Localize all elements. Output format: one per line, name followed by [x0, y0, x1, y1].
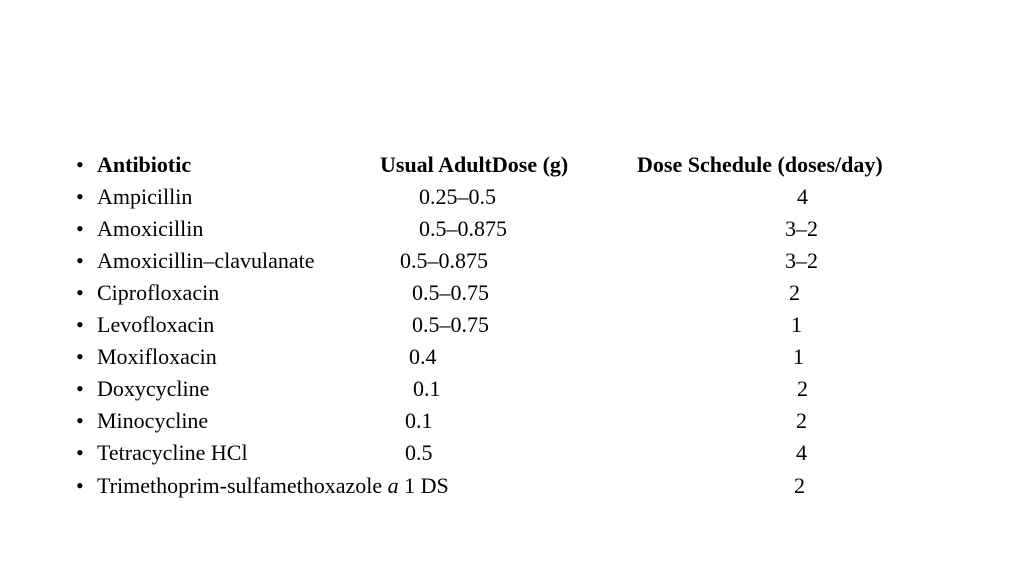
bullet: •	[76, 280, 84, 305]
antibiotic-name: Ciprofloxacin	[97, 280, 220, 305]
usual-dose: 0.25–0.5	[419, 184, 496, 209]
bullet: •	[76, 473, 84, 498]
antibiotic-name: Amoxicillin–clavulanate	[97, 248, 315, 273]
dose-schedule: 2	[797, 376, 808, 401]
table-row	[0, 471, 1024, 501]
dose-schedule: 1	[793, 344, 804, 369]
bullet: •	[76, 152, 84, 177]
dose-schedule: 3–2	[785, 248, 818, 273]
antibiotic-name: Doxycycline	[97, 376, 210, 401]
antibiotic-name: Amoxicillin	[97, 216, 204, 241]
bullet: •	[76, 440, 84, 465]
antibiotic-name: Minocycline	[97, 408, 209, 433]
table-row	[0, 406, 1024, 436]
header-antibiotic: Antibiotic	[97, 152, 192, 177]
antibiotic-name: Tetracycline HCl	[97, 440, 248, 465]
usual-dose: 0.5	[405, 440, 433, 465]
dose-schedule: 2	[794, 473, 805, 498]
bullet: •	[76, 376, 84, 401]
table-row	[0, 246, 1024, 276]
table-row	[0, 214, 1024, 244]
usual-dose: 0.5–0.75	[412, 312, 489, 337]
usual-dose: 0.4	[409, 344, 437, 369]
dose-schedule: 3–2	[785, 216, 818, 241]
usual-dose: 0.5–0.75	[412, 280, 489, 305]
header-usual-adult-dose: Usual AdultDose (g)	[380, 152, 569, 177]
dose-schedule: 2	[796, 408, 807, 433]
antibiotic-name: Moxifloxacin	[97, 344, 217, 369]
usual-dose: 0.5–0.875	[400, 248, 488, 273]
table-header-row	[0, 150, 1024, 180]
bullet: •	[76, 312, 84, 337]
antibiotic-name: Levofloxacin	[97, 312, 215, 337]
dose-schedule: 4	[797, 184, 808, 209]
table-row	[0, 278, 1024, 308]
table-row	[0, 374, 1024, 404]
bullet: •	[76, 216, 84, 241]
bullet: •	[76, 344, 84, 369]
dose-schedule: 4	[796, 440, 807, 465]
table-row	[0, 310, 1024, 340]
usual-dose: 0.1	[413, 376, 441, 401]
header-dose-schedule: Dose Schedule (doses/day)	[637, 152, 883, 177]
usual-dose: 1 DS	[404, 473, 449, 498]
antibiotic-name: Trimethoprim-sulfamethoxazole	[97, 473, 383, 498]
antibiotic-name-cell	[97, 471, 449, 501]
table-row	[0, 342, 1024, 372]
bullet: •	[76, 248, 84, 273]
usual-dose: 0.1	[405, 408, 433, 433]
table-row	[0, 438, 1024, 468]
bullet: •	[76, 184, 84, 209]
table-row	[0, 182, 1024, 212]
usual-dose: 0.5–0.875	[419, 216, 507, 241]
antibiotic-name: Ampicillin	[97, 184, 193, 209]
dose-schedule: 1	[791, 312, 802, 337]
dose-schedule: 2	[789, 280, 800, 305]
footnote-marker: a	[387, 473, 399, 498]
bullet: •	[76, 408, 84, 433]
